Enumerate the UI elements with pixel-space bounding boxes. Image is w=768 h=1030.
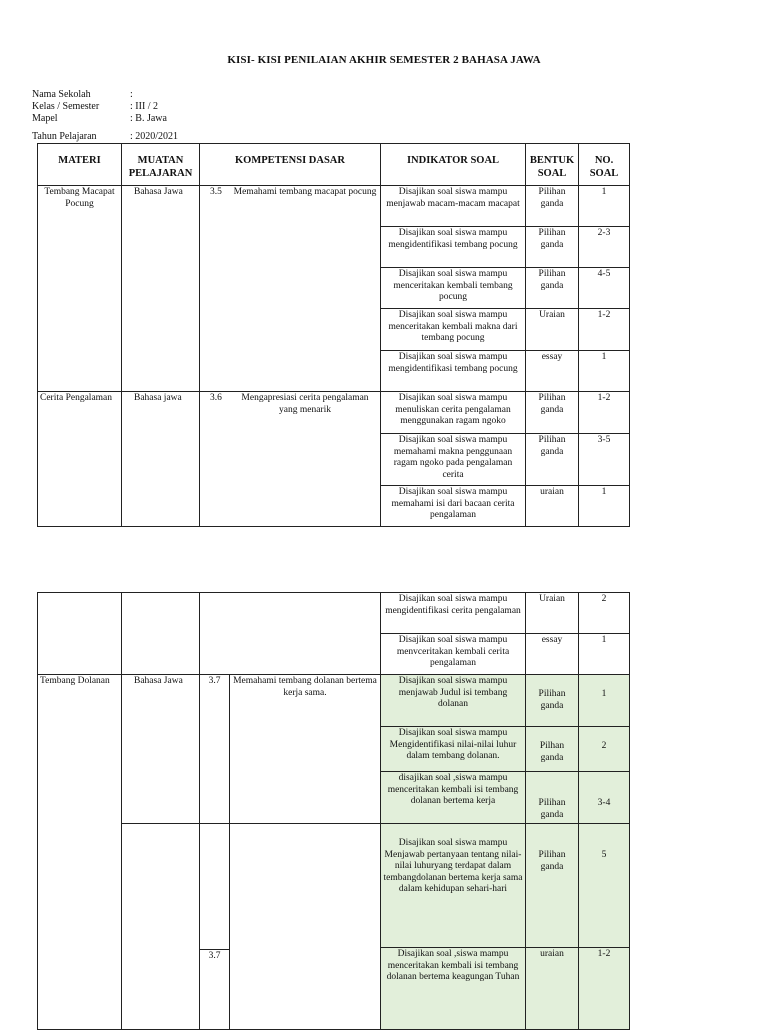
indikator-cell: Disajikan soal siswa mampu memahami isi dari bacaan cerita pengalaman: [381, 486, 526, 527]
no-soal-cell: 3-5: [579, 434, 630, 486]
header-no-soal: NO. SOAL: [579, 144, 630, 186]
info-value: : III / 2: [130, 101, 159, 112]
muatan-cell: Bahasa jawa: [122, 392, 200, 527]
bentuk-cell: essay: [526, 634, 579, 675]
no-soal-cell: 1: [579, 634, 630, 675]
info-value: :: [130, 89, 133, 100]
bentuk-cell: Pilihan ganda: [526, 434, 579, 486]
table-row: [38, 186, 630, 227]
header-row: [38, 144, 630, 186]
indikator-cell: Disajikan soal siswa mampu menceritakan kembali tembang pocung: [381, 268, 526, 309]
no-soal-cell: 1-2: [579, 392, 630, 434]
header-indikator: INDIKATOR SOAL: [381, 144, 526, 186]
indikator-cell: Disajikan soal siswa mampu mengidentifikasi cerita pengalaman: [381, 593, 526, 634]
bentuk-cell: uraian: [526, 948, 579, 1030]
kd-number-cell: [200, 824, 230, 950]
bentuk-cell: Pilihan ganda: [526, 772, 579, 824]
indikator-cell: Disajikan soal siswa mampu menuliskan cerita pengalaman menggunakan ragam ngoko: [381, 392, 526, 434]
no-soal-cell: 1-2: [579, 309, 630, 351]
indikator-cell: Disajikan soal siswa mampu menvceritakan kembali cerita pengalaman: [381, 634, 526, 675]
info-value: : B. Jawa: [130, 113, 167, 124]
kd-text: Mengapresiasi cerita pengalaman yang menarik: [241, 393, 369, 415]
no-soal-cell: 1-2: [579, 948, 630, 1030]
info-label: Tahun Pelajaran: [32, 131, 97, 142]
no-soal-cell: 4-5: [579, 268, 630, 309]
header-muatan: MUATAN PELAJARAN: [122, 144, 200, 186]
no-soal-cell: 1: [579, 486, 630, 527]
bentuk-cell: Uraian: [526, 593, 579, 634]
table-row: [38, 593, 630, 634]
no-soal-cell: 1: [579, 186, 630, 227]
no-soal-cell: 1: [579, 675, 630, 727]
indikator-cell: disajikan soal ,siswa mampu menceritakan kembali isi tembang dolanan bertema kerja: [381, 772, 526, 824]
indikator-cell: Disajikan soal siswa mampu menceritakan kembali makna dari tembang pocung: [381, 309, 526, 351]
header-materi: MATERI: [38, 144, 122, 186]
kd-number: 3.5: [210, 187, 222, 197]
bentuk-cell: essay: [526, 351, 579, 392]
kd-cell: [200, 186, 381, 392]
no-soal-cell: 2: [579, 593, 630, 634]
bentuk-cell: Pilihan ganda: [526, 268, 579, 309]
indikator-cell: Disajikan soal siswa mampu menjawab macam-macam macapat: [381, 186, 526, 227]
table-row: [38, 675, 630, 727]
no-soal-cell: 5: [579, 824, 630, 948]
materi-cell: Tembang Dolanan: [38, 675, 122, 1030]
table-row: [38, 824, 630, 948]
info-label: Nama Sekolah: [32, 89, 91, 100]
info-value: : 2020/2021: [130, 131, 179, 142]
indikator-cell: Disajikan soal siswa mampu Menjawab pertanyaan tentang nilai-nilai luhuryang terdapat dalam tembangdolanan bertema kerja sama dalam kehidupan sehari-hari: [381, 824, 526, 948]
materi-cell: Tembang Macapat Pocung: [38, 186, 122, 392]
no-soal-cell: 2: [579, 727, 630, 772]
table-row: [38, 392, 630, 434]
indikator-cell: Disajikan soal siswa mampu memahami makna penggunaan ragam ngoko pada pengalaman cerita: [381, 434, 526, 486]
header-bentuk: BENTUK SOAL: [526, 144, 579, 186]
materi-cell: [38, 593, 122, 675]
kd-cell: [200, 593, 381, 675]
indikator-cell: Disajikan soal ,siswa mampu menceritakan kembali isi tembang dolanan bertema keagungan Tuhan: [381, 948, 526, 1030]
info-label: Kelas / Semester: [32, 101, 100, 112]
kd-text-cell: [230, 824, 381, 1030]
document-title: KISI- KISI PENILAIAN AKHIR SEMESTER 2 BAHASA JAWA: [227, 54, 541, 66]
bentuk-cell: Pilhan ganda: [526, 727, 579, 772]
kd-number-cell: 3.7: [200, 950, 230, 1030]
indikator-cell: Disajikan soal siswa mampu menjawab Judul isi tembang dolanan: [381, 675, 526, 727]
bentuk-cell: Pilihan ganda: [526, 227, 579, 268]
bentuk-cell: Pilihan ganda: [526, 392, 579, 434]
kd-text: Memahami tembang macapat pocung: [233, 187, 377, 197]
no-soal-cell: 3-4: [579, 772, 630, 824]
muatan-cell: [122, 593, 200, 675]
bentuk-cell: uraian: [526, 486, 579, 527]
kisi-kisi-table-2: [37, 592, 630, 1030]
kisi-kisi-table-1: [37, 143, 630, 527]
no-soal-cell: 2-3: [579, 227, 630, 268]
indikator-cell: Disajikan soal siswa mampu mengidentifikasi tembang pocung: [381, 351, 526, 392]
no-soal-cell: 1: [579, 351, 630, 392]
bentuk-cell: Pilihan ganda: [526, 824, 579, 948]
bentuk-cell: Pilihan ganda: [526, 186, 579, 227]
bentuk-cell: Uraian: [526, 309, 579, 351]
materi-cell: Cerita Pengalaman: [38, 392, 122, 527]
info-label: Mapel: [32, 113, 58, 124]
kd-text-cell: Memahami tembang dolanan bertema kerja sama.: [230, 675, 381, 824]
muatan-cell: [122, 824, 200, 1030]
muatan-cell: Bahasa Jawa: [122, 675, 200, 824]
bentuk-cell: Pilihan ganda: [526, 675, 579, 727]
indikator-cell: Disajikan soal siswa mampu Mengidentifikasi nilai-nilai luhur dalam tembang dolanan.: [381, 727, 526, 772]
muatan-cell: Bahasa Jawa: [122, 186, 200, 392]
kd-number-cell: 3.7: [200, 675, 230, 824]
indikator-cell: Disajikan soal siswa mampu mengidentifikasi tembang pocung: [381, 227, 526, 268]
kd-cell: [200, 392, 381, 527]
kd-number: 3.6: [210, 393, 222, 403]
header-kompetensi-dasar: KOMPETENSI DASAR: [200, 144, 381, 186]
